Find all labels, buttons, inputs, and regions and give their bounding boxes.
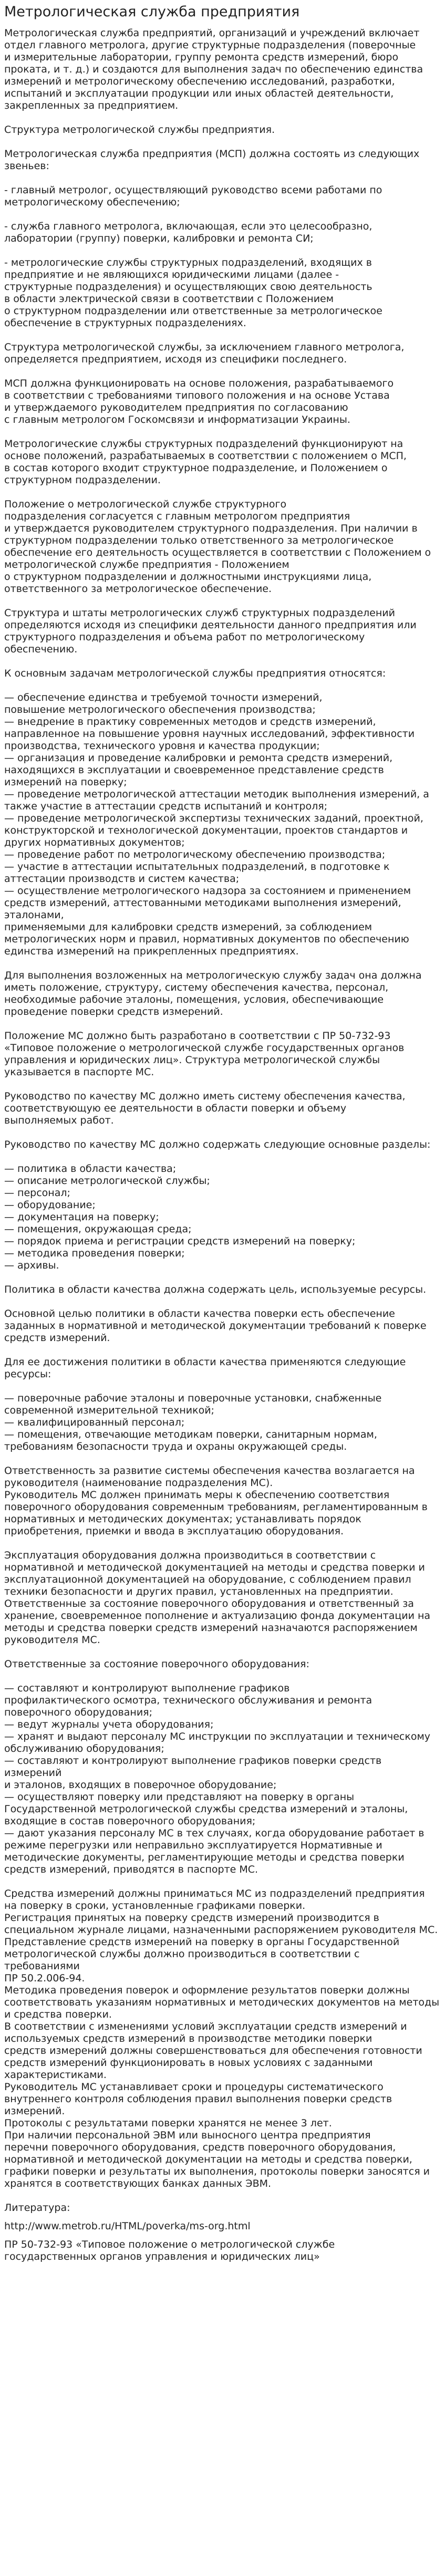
paragraph [4,1682,441,1876]
text-line: — осуществление метрологического надзора за состоянием и применением [4,885,411,897]
text-line: руководителя МС. [4,1634,100,1646]
text-line: измерений и метрологическому обеспечению исследований, разработки, [4,76,395,87]
text-line: применяемыми для калибровки средств измерений, за соблюдением [4,921,372,933]
text-line: Метрологическая служба предприятий, организаций и учреждений включает [4,27,420,39]
text-line: Структура метрологической службы, за исключением главного метролога, [4,341,405,353]
text-line: средств измерений, аттестованными методиками выполнения измерений, [4,897,401,909]
text-line: — составляют и контролируют выполнение графиков поверки средств измерений [4,1755,382,1779]
text-line: структурные подразделения) и осуществляющих свою деятельность [4,281,372,293]
text-line: — проведение работ по метрологическому обеспечению производства; [4,849,386,860]
text-line: обеспечение в структурных подразделениях. [4,317,246,329]
text-line: определяются исходя из специфики деятельности данного предприятия или [4,619,417,631]
article-body [4,27,441,2190]
paragraph [4,1356,441,1380]
text-line: эксплуатационной документацией на оборудование, с соблюдением правил [4,1574,411,1585]
paragraph [4,1030,441,1078]
paragraph [4,1465,441,1538]
paragraph [4,970,441,1018]
text-line: К основным задачам метрологической службы предприятия относятся: [4,668,386,679]
text-line: «Типовое положение о метрологической службе государственных органов [4,1042,405,1054]
literature-link[interactable]: http://www.metrob.ru/HTML/poverka/ms-org.html [4,2220,251,2232]
text-line: государственных органов управления и юридических лиц» [4,2251,320,2262]
paragraph [4,498,441,595]
text-line: заданных в нормативной и методической документации требований к поверке [4,1320,427,1332]
text-line: хранение, своевременное пополнение и актуализацию фонда документации на [4,1610,431,1622]
text-line: структурного подразделения и объема работ по метрологическому [4,631,365,643]
text-line: — организация и проведение калибровки и ремонта средств измерений, [4,752,393,764]
text-line: — архивы. [4,1260,59,1271]
text-line: современной измерительной техникой; [4,1405,214,1416]
paragraph [4,378,441,426]
text-line: в состав которого входит структурное подразделение, и Положением о [4,462,388,474]
text-line: В соответствии с изменениями условий эксплуатации средств измерений и [4,2021,407,2032]
text-line: обеспечение его деятельность осуществляется в соответствии с Положением о [4,547,431,558]
text-line: — помещения, окружающая среда; [4,1223,192,1235]
literature-section [4,2202,441,2263]
text-line: проведение поверки средств измерений. [4,1006,223,1017]
text-line: При наличии персональной ЭВМ или выносного центра предприятия [4,2130,371,2141]
text-line: закрепленных за предприятием. [4,100,179,111]
text-line: о структурном подразделении или ответственные за метрологическое [4,305,382,317]
text-line: нормативной и методической документацией на методы и средства поверки и [4,1562,425,1573]
text-line: Ответственность за развитие системы обеспечения качества возлагается на [4,1465,415,1477]
paragraph [4,1139,441,1151]
text-line: находящихся в эксплуатации и своевременное представление средств [4,764,384,776]
paragraph [4,1888,441,2190]
text-line: ответственного за метрологическое обеспечение. [4,583,272,595]
text-line: и эталонов, входящих в поверочное оборудование; [4,1779,277,1791]
paragraph [4,148,441,172]
text-line: режиме перегрузки или неправильно эксплуатируется Нормативные и [4,1840,382,1851]
text-line: о структурном подразделении и должностными инструкциями лица, [4,571,372,583]
text-line: и измерительные лаборатории, группу ремонта средств измерений, бюро [4,51,399,63]
paragraph [4,1393,441,1453]
text-line: Ответственные за состояние поверочного оборудования и ответственный за [4,1598,414,1609]
text-line: на поверку в сроки, установленные графиками поверки. [4,1900,306,1912]
text-line: измерений на поверку; [4,776,127,788]
text-line: требованиям безопасности труда и охраны окружающей среды. [4,1441,347,1452]
paragraph [4,124,441,136]
text-line: и средства поверки. [4,2009,112,2020]
text-line: - главный метролог, осуществляющий руководство всеми работами по [4,184,382,196]
text-line: структурном подразделении. [4,474,161,486]
text-line: выполняемых работ. [4,1115,114,1126]
text-line: Методика проведения поверок и оформление результатов поверки должны [4,1985,410,1996]
text-line: — помещения, отвечающие методикам поверки, санитарным нормам, [4,1429,377,1440]
literature-heading: Литература: [4,2202,70,2214]
text-line: Руководитель МС должен принимать меры к обеспечению соответствия [4,1489,390,1501]
text-line: Метрологические службы структурных подразделений функционируют на [4,438,403,450]
text-line: Государственной метрологической службы средства измерений и эталоны, [4,1803,408,1815]
text-line: — политика в области качества; [4,1163,177,1175]
text-line: средств измерений функционировать в новых условиях с заданными [4,2057,373,2069]
text-line: методические документы, регламентирующие методы и средства поверки [4,1852,405,1863]
text-line: основе положений, разрабатываемых в соответствии с положением о МСП, [4,450,407,462]
text-line: Протоколы с результатами поверки хранятся не менее 3 лет. [4,2117,332,2129]
text-line: Руководитель МС устанавливает сроки и процедуры систематического [4,2081,384,2093]
text-line: средств измерений. [4,1332,110,1344]
text-line: — поверочные рабочие эталоны и поверочные установки, снабженные [4,1393,382,1404]
text-line: — документация на поверку; [4,1211,159,1223]
text-line: средств измерений должны совершенствоваться для обеспечения готовности [4,2045,422,2056]
text-line: Политика в области качества должна содержать цель, используемые ресурсы. [4,1284,427,1295]
text-line: — персонал; [4,1187,70,1199]
text-line: средств измерений, приводятся в паспорте МС. [4,1864,258,1875]
text-line: обеспечению. [4,643,78,655]
paragraph [4,607,441,656]
text-line: профилактического осмотра, технического обслуживания и ремонта [4,1695,372,1706]
text-line: — участие в аттестации испытательных подразделений, в подготовке к [4,861,390,872]
paragraph [4,1308,441,1344]
text-line: нормативных и методических документах; устанавливать порядок [4,1513,361,1525]
text-line: других нормативных документов; [4,837,185,848]
paragraph [4,692,441,958]
paragraph [4,438,441,486]
text-line: проката, и т. д.) и создаются для выполнения задач по обеспечению единства [4,64,423,75]
literature-item [4,2239,441,2263]
text-line: — дают указания персоналу МС в тех случаях, когда оборудование работает в [4,1827,425,1839]
paragraph [4,221,441,245]
text-line: с главным метрологом Госкомсвязи и информатизации Украины. [4,414,350,425]
text-line: иметь положение, структуру, систему обеспечения качества, персонал, [4,982,389,993]
text-line: — обеспечение единства и требуемой точности измерений, [4,692,323,703]
text-line: метрологической службе предприятия - Положением [4,559,289,570]
text-line: ПР 50-732-93 «Типовое положение о метрологической службе [4,2239,335,2250]
text-line: нормативной и методической документации на методы и средства поверки, [4,2154,412,2165]
text-line: перечни поверочного оборудования, средств поверочного оборудования, [4,2142,396,2153]
text-line: необходимые рабочие эталоны, помещения, условия, обеспечивающие [4,994,384,1005]
text-line: Для ее достижения политики в области качества применяются следующие [4,1356,406,1368]
text-line: соответствовать указаниям нормативных и методических документов на методы [4,1997,440,2008]
text-line: звеньев: [4,160,49,172]
text-line: эталонами, [4,909,64,921]
text-line: ПР 50.2.006-94. [4,1972,85,1984]
text-line: техники безопасности и других правил, установленных на предприятии. [4,1586,394,1597]
text-line: предприятие и не являющихся юридическими лицами (далее - [4,269,339,281]
text-line: внутреннего контроля соблюдения правил выполнения поверки средств [4,2093,392,2105]
text-line: соответствующую ее деятельности в области поверки и объему [4,1103,347,1114]
text-line: Основной целью политики в области качества поверки есть обеспечение [4,1308,395,1320]
text-line: аттестации производств и систем качества; [4,873,240,885]
text-line: метрологических норм и правил, нормативных документов по обеспечению [4,933,409,945]
text-line: испытаний и эксплуатации продукции или иных областей деятельности, [4,88,394,99]
text-line: хранятся в соответствующих банках данных ЭВМ. [4,2178,272,2189]
text-line: — описание метрологической службы; [4,1175,210,1187]
text-line: Метрологическая служба предприятия (МСП) должна состоять из следующих [4,148,420,160]
text-line: отдел главного метролога, другие структурные подразделения (поверочные [4,39,416,51]
text-line: - метрологические службы структурных подразделений, входящих в [4,257,372,268]
text-line: требованиями [4,1960,80,1972]
text-line: методы и средства поверки средств измерений назначаются распоряжением [4,1622,418,1634]
text-line: производства, технического уровня и качества продукции; [4,740,320,752]
text-line: обслуживанию оборудования; [4,1743,164,1754]
text-line: — составляют и контролируют выполнение графиков [4,1682,290,1694]
text-line: определяется предприятием, исходя из специфики последнего. [4,354,347,365]
text-line: — методика проведения поверки; [4,1248,185,1259]
text-line: конструкторской и технологической документации, проектов стандартов и [4,825,408,836]
text-line: руководителя (наименование подразделения МС). [4,1477,273,1489]
text-line: Структура и штаты метрологических служб структурных подразделений [4,607,395,619]
paragraph [4,1284,441,1296]
text-line: направленное на повышение уровня научных исследований, эффективности [4,728,415,740]
text-line: Для выполнения возложенных на метрологическую службу задач она должна [4,970,422,981]
text-line: поверочного оборудования современным требованиям, регламентированным в [4,1501,428,1513]
text-line: — осуществляют поверку или представляют на поверку в органы [4,1791,355,1803]
text-line: — оборудование; [4,1199,96,1211]
text-line: и утверждается руководителем структурного подразделения. При наличии в [4,523,418,534]
text-line: — внедрение в практику современных методов и средств измерений, [4,716,376,728]
text-line: — хранят и выдают персоналу МС инструкции по эксплуатации и техническому [4,1731,431,1742]
text-line: приобретения, приемки и ввода в эксплуатацию оборудования. [4,1525,344,1537]
paragraph [4,1163,441,1272]
text-line: и утверждаемого руководителем предприятия по согласованию [4,402,348,413]
text-line: Руководство по качеству МС должно содержать следующие основные разделы: [4,1139,431,1150]
text-line: поверочного оборудования; [4,1707,153,1718]
text-line: единства измерений на прикрепленных предприятиях. [4,946,299,957]
paragraph [4,668,441,680]
text-line: - служба главного метролога, включающая, если это целесообразно, [4,221,372,232]
text-line: Представление средств измерений на поверку в органы Государственной [4,1936,400,1948]
text-line: Положение МС должно быть разработано в соответствии с ПР 50-732-93 [4,1030,391,1042]
text-line: измерений. [4,2105,65,2117]
text-line: — порядок приема и регистрации средств измерений на поверку; [4,1235,356,1247]
text-line: Эксплуатация оборудования должна производиться в соответствии с [4,1550,376,1561]
text-line: — ведут журналы учета оборудования; [4,1719,214,1730]
paragraph [4,184,441,209]
paragraph [4,1550,441,1646]
text-line: в соответствии с требованиями типового положения и на основе Устава [4,390,390,401]
text-line: — квалифицированный персонал; [4,1417,185,1428]
text-line: Ответственные за состояние поверочного оборудования: [4,1658,309,1670]
text-line: специальном журнале лицами, назначенными распоряжением руководителя МС. [4,1924,438,1936]
text-line: управления и юридических лиц». Структура метрологической службы [4,1054,380,1066]
text-line: в области электрической связи в соответствии с Положением [4,293,334,305]
text-line: указывается в паспорте МС. [4,1066,154,1078]
text-line: метрологической службы должно производиться в соответствии с [4,1948,360,1960]
text-line: структурном подразделении только ответственного за метрологическое [4,535,394,546]
text-line: Структура метрологической службы предприятия. [4,124,275,136]
text-line: — проведение метрологической экспертизы технических заданий, проектной, [4,813,423,824]
paragraph [4,257,441,329]
text-line: — проведение метрологической аттестации методик выполнения измерений, а [4,788,429,800]
text-line: МСП должна функционировать на основе положения, разрабатываемого [4,378,394,389]
text-line: метрологическому обеспечению; [4,196,180,208]
literature-item[interactable] [4,2220,441,2232]
text-line: используемых средств измерений в производстве методики поверки [4,2033,372,2044]
text-line: повышение метрологического обеспечения производства; [4,704,316,715]
text-line: характеристиками. [4,2069,107,2081]
paragraph [4,1658,441,1670]
text-line: подразделения согласуется с главным метрологом предприятия [4,511,350,522]
text-line: Руководство по качеству МС должно иметь систему обеспечения качества, [4,1090,406,1102]
page-title: Метрологическая служба предприятия [4,4,300,20]
text-line: лаборатории (группу) поверки, калибровки и ремонта СИ; [4,233,314,244]
paragraph [4,1090,441,1127]
paragraph [4,27,441,112]
text-line: входящие в состав поверочного оборудования; [4,1815,256,1827]
text-line: Средства измерений должны приниматься МС из подразделений предприятия [4,1888,425,1899]
paragraph [4,341,441,366]
text-line: Положение о метрологической службе структурного [4,498,287,510]
text-line: Регистрация принятых на поверку средств измерений производится в [4,1912,379,1924]
text-line: ресурсы: [4,1368,51,1380]
literature-list [4,2220,441,2263]
text-line: также участие в аттестации средств испытаний и контроля; [4,801,328,812]
text-line: графики поверки и результаты их выполнения, протоколы поверки заносятся и [4,2166,430,2177]
